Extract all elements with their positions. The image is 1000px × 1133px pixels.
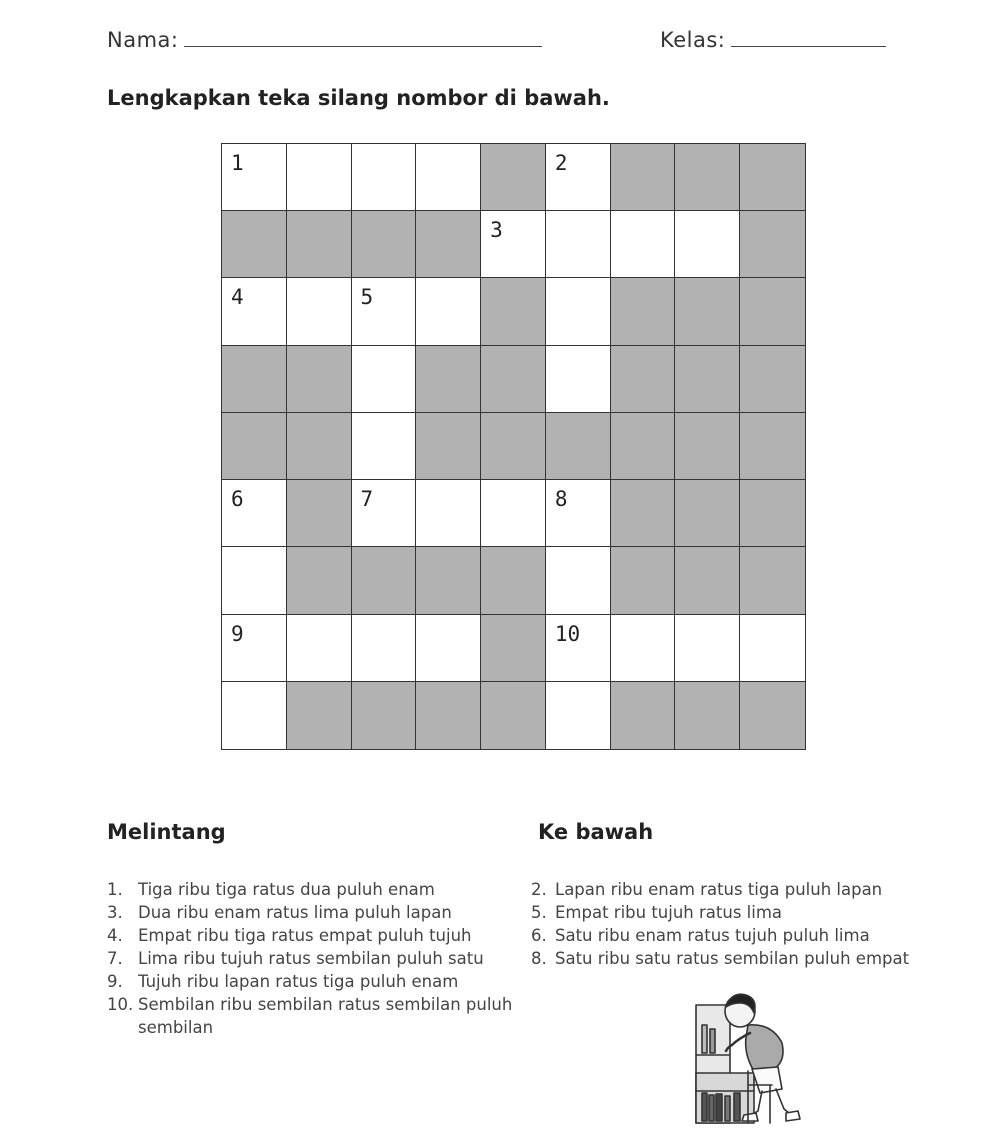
shaded-cell [287,211,352,278]
shaded-cell [416,547,481,614]
answer-cell[interactable] [740,615,805,682]
shaded-cell [740,211,805,278]
clue-number: 10 [554,621,581,646]
answer-cell[interactable] [546,615,611,682]
shaded-cell [740,413,805,480]
shaded-cell [481,615,546,682]
answer-cell[interactable] [222,615,287,682]
down-clue [531,878,971,901]
answer-cell[interactable] [546,682,611,749]
shaded-cell [740,682,805,749]
answer-cell[interactable] [546,547,611,614]
shaded-cell [287,346,352,413]
across-clue [107,924,517,947]
clue-text: Dua ribu enam ratus lima puluh lapan [138,903,452,922]
clue-number: 6 [231,487,244,512]
shaded-cell [611,413,676,480]
shaded-cell [740,547,805,614]
answer-cell[interactable] [287,615,352,682]
answer-cell[interactable] [675,615,740,682]
shaded-cell [287,682,352,749]
answer-cell[interactable] [416,615,481,682]
down-heading: Ke bawah [538,820,654,844]
clue-number: 5. [531,903,547,922]
shaded-cell [481,346,546,413]
shaded-cell [675,682,740,749]
clue-number: 5 [360,285,374,310]
shaded-cell [611,547,676,614]
shaded-cell [287,547,352,614]
number-crossword-grid [221,143,806,750]
clue-text: Satu ribu enam ratus tujuh puluh lima [555,926,870,945]
shaded-cell [481,682,546,749]
shaded-cell [481,547,546,614]
shaded-cell [352,211,417,278]
answer-cell[interactable] [352,144,417,211]
clue-number: 3. [107,903,123,922]
clue-number: 7 [360,487,374,512]
answer-cell[interactable] [222,278,287,345]
shaded-cell [740,278,805,345]
answer-cell[interactable] [352,615,417,682]
shaded-cell [611,144,676,211]
down-clue [531,947,971,970]
child-at-bookshelf-illustration [688,985,803,1128]
clue-number: 4 [231,285,244,310]
clue-number: 6. [531,926,547,945]
clue-text: Empat ribu tiga ratus empat puluh tujuh [138,926,472,945]
clue-number: 4. [107,926,123,945]
shaded-cell [352,682,417,749]
clue-text: Tiga ribu tiga ratus dua puluh enam [138,880,435,899]
shaded-cell [416,346,481,413]
shaded-cell [481,278,546,345]
shaded-cell [481,413,546,480]
clue-number: 1 [231,151,244,175]
down-clue [531,924,971,947]
down-clue-list [531,878,971,970]
shaded-cell [481,144,546,211]
clue-number: 9 [231,621,244,646]
shaded-cell [416,413,481,480]
answer-cell[interactable] [546,278,611,345]
clue-number: 8. [531,949,547,968]
shaded-cell [416,211,481,278]
shaded-cell [416,682,481,749]
shaded-cell [222,211,287,278]
clue-text: Lima ribu tujuh ratus sembilan puluh satu [138,949,484,968]
answer-cell[interactable] [481,211,546,278]
shaded-cell [222,413,287,480]
answer-cell[interactable] [352,278,417,345]
name-field[interactable] [107,26,542,52]
across-clue-list [107,878,517,1039]
across-clue [107,993,517,1039]
clue-text: Satu ribu satu ratus sembilan puluh empat [555,949,910,968]
class-blank-line[interactable] [731,26,886,47]
name-blank-line[interactable] [184,26,542,47]
instruction-text: Lengkapkan teka silang nombor di bawah. [107,86,610,110]
shaded-cell [740,346,805,413]
answer-cell[interactable] [611,211,676,278]
answer-cell[interactable] [416,278,481,345]
shaded-cell [287,413,352,480]
answer-cell[interactable] [675,211,740,278]
shaded-cell [675,547,740,614]
across-clue [107,901,517,924]
clue-text: Lapan ribu enam ratus tiga puluh lapan [555,880,883,899]
clue-number: 9. [107,972,123,991]
shaded-cell [611,278,676,345]
shaded-cell [222,346,287,413]
clue-number: 1. [107,880,123,899]
answer-cell[interactable] [222,682,287,749]
answer-cell[interactable] [611,615,676,682]
clue-number: 2 [554,151,568,175]
answer-cell[interactable] [352,346,417,413]
clue-text: Empat ribu tujuh ratus lima [555,903,783,922]
shaded-cell [675,346,740,413]
answer-cell[interactable] [352,413,417,480]
shaded-cell [675,144,740,211]
class-field[interactable] [660,26,886,52]
answer-cell[interactable] [287,278,352,345]
across-clue [107,878,517,901]
answer-cell[interactable] [416,480,481,547]
answer-cell[interactable] [546,144,611,211]
shaded-cell [611,480,676,547]
shaded-cell [287,480,352,547]
shaded-cell [611,682,676,749]
across-clue [107,970,517,993]
answer-cell[interactable] [287,144,352,211]
across-clue [107,947,517,970]
clue-text: Tujuh ribu lapan ratus tiga puluh enam [138,972,459,991]
answer-cell[interactable] [416,144,481,211]
answer-cell[interactable] [481,480,546,547]
clue-text: Sembilan ribu sembilan ratus sembilan puluh sembilan [138,995,513,1037]
clue-number: 10. [107,995,134,1014]
answer-cell[interactable] [222,547,287,614]
shaded-cell [675,278,740,345]
answer-cell[interactable] [546,346,611,413]
down-clue [531,901,971,924]
answer-cell[interactable] [546,480,611,547]
shaded-cell [352,547,417,614]
shaded-cell [546,413,611,480]
shaded-cell [675,480,740,547]
clue-number: 7. [107,949,123,968]
name-label: Nama: [107,28,179,52]
class-label: Kelas: [660,28,726,52]
shaded-cell [675,413,740,480]
clue-number: 2. [531,880,547,899]
answer-cell[interactable] [546,211,611,278]
shaded-cell [611,346,676,413]
shaded-cell [740,144,805,211]
answer-cell[interactable] [222,480,287,547]
clue-number: 8 [554,487,568,512]
shaded-cell [740,480,805,547]
clue-number: 3 [490,218,503,243]
answer-cell[interactable] [352,480,417,547]
across-heading: Melintang [107,820,226,844]
answer-cell[interactable] [222,144,287,211]
